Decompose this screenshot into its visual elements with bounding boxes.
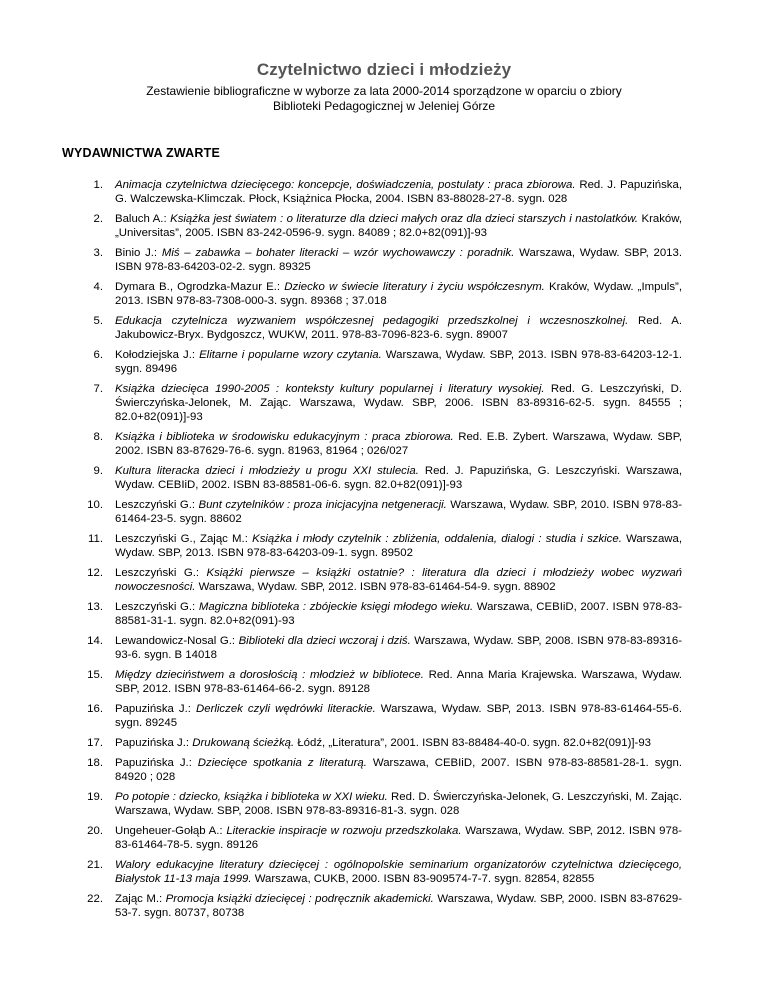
entry-title: Drukowaną ścieżką. bbox=[192, 737, 295, 749]
entry-title: Dziecięce spotkania z literaturą. bbox=[197, 757, 367, 769]
entry-details: Red. G. Leszczyński, D. Świerczyńska-Jelonek, M. Zając. Warszawa, Wydaw. SBP, 2006. ISBN 83-89316-62-5. sygn. 84555 ; 82.0+82(091)]-93 bbox=[115, 383, 682, 423]
entry-details: Red. D. Świerczyńska-Jelonek, G. Leszczyński, M. Zając. Warszawa, Wydaw. SBP, 2008. ISBN 978-83-89316-81-3. sygn. 028 bbox=[115, 791, 682, 817]
entry-details: Warszawa, Wydaw. SBP, 2008. ISBN 978-83-89316-93-6. sygn. B 14018 bbox=[115, 635, 683, 661]
entry-title: Literackie inspiracje w rozwoju przedszkolaka. bbox=[226, 825, 462, 837]
bibliography-entry bbox=[86, 314, 682, 342]
entry-number: 7. bbox=[93, 383, 103, 395]
entry-title: Dziecko w świecie literatury i życiu współczesnym. bbox=[284, 281, 545, 293]
entry-details: Warszawa, Wydaw. SBP, 2012. ISBN 978-83-61464-54-9. sygn. 88902 bbox=[195, 581, 556, 593]
entry-number: 19. bbox=[87, 791, 103, 803]
bibliography-entry bbox=[86, 858, 682, 886]
entry-details: Red. E.B. Zybert. Warszawa, Wydaw. SBP, 2002. ISBN 83-87629-76-6. sygn. 81963, 81964 ; 026/027 bbox=[115, 431, 682, 457]
entry-title: Po potopie : dziecko, książka i biblioteka w XXI wieku. bbox=[115, 791, 388, 803]
bibliography-entry bbox=[86, 668, 682, 696]
bibliography-entry bbox=[86, 348, 682, 376]
entry-details: Warszawa, CEBIiD, 2007. ISBN 978-83-88581-28-1. sygn. 84920 ; 028 bbox=[115, 757, 682, 783]
entry-number: 1. bbox=[93, 179, 103, 191]
entry-title: Książka i biblioteka w środowisku edukacyjnym : praca zbiorowa. bbox=[115, 431, 454, 443]
entry-number: 8. bbox=[93, 431, 103, 443]
entry-title: Książki pierwsze – książki ostatnie? : literatura dla dzieci i młodzieży wobec wyzwań nowoczesności. bbox=[115, 567, 682, 593]
bibliography-entry bbox=[86, 600, 682, 628]
entry-details: Warszawa, Wydaw. SBP, 2012. ISBN 978-83-61464-78-5. sygn. 89126 bbox=[115, 825, 682, 851]
entry-author: Binio J.: bbox=[115, 247, 162, 259]
bibliography-entry bbox=[86, 824, 682, 852]
entry-author: Dymara B., Ogrodzka-Mazur E.: bbox=[115, 281, 285, 293]
entry-details: Red. J. Papuzińska, G. Leszczyński. Warszawa, Wydaw. CEBIiD, 2002. ISBN 83-88581-06-6. sygn. 82.0+82(091)]-93 bbox=[115, 465, 682, 491]
entry-number: 10. bbox=[87, 499, 103, 511]
bibliography-entry bbox=[86, 498, 682, 526]
page-title: Czytelnictwo dzieci i młodzieży bbox=[256, 60, 512, 79]
bibliography-entry bbox=[86, 790, 682, 818]
entry-title: Edukacja czytelnicza wyzwaniem współczesnej pedagogiki przedszkolnej i wczesnoszkolnej. bbox=[115, 315, 629, 327]
entry-number: 3. bbox=[93, 247, 103, 259]
entry-author: Zając M.: bbox=[115, 893, 166, 905]
bibliography-entry bbox=[86, 532, 682, 560]
entry-author: Papuzińska J.: bbox=[115, 737, 193, 749]
entry-number: 11. bbox=[88, 533, 103, 545]
entry-title: Kultura literacka dzieci i młodzieży u progu XXI stulecia. bbox=[115, 465, 419, 477]
entry-number: 6. bbox=[93, 349, 103, 361]
bibliography-list bbox=[86, 178, 682, 920]
entry-title: Miś – zabawka – bohater literacki – wzór wychowawczy : poradnik. bbox=[161, 247, 515, 259]
entry-title: Magiczna biblioteka : zbójeckie księgi młodego wieku. bbox=[198, 601, 474, 613]
entry-number: 21. bbox=[87, 859, 103, 871]
entry-title: Książka i młody czytelnik : zbliżenia, oddalenia, dialogi : studia i szkice. bbox=[252, 533, 622, 545]
entry-title: Między dzieciństwem a dorosłością : młodzież w bibliotece. bbox=[115, 669, 424, 681]
entry-details: Warszawa, Wydaw. SBP, 2013. ISBN 978-83-64203-02-2. sygn. 89325 bbox=[115, 247, 683, 273]
bibliography-entry bbox=[86, 430, 682, 458]
entry-title: Derliczek czyli wędrówki literackie. bbox=[196, 703, 376, 715]
entry-title: Promocja książki dziecięcej : podręcznik akademicki. bbox=[165, 893, 434, 905]
entry-number: 13. bbox=[87, 601, 103, 613]
entry-number: 4. bbox=[93, 281, 103, 293]
bibliography-entry bbox=[86, 634, 682, 662]
page-subtitle bbox=[124, 84, 644, 114]
entry-number: 12. bbox=[87, 567, 103, 579]
entry-details: Red. A. Jakubowicz-Bryx. Bydgoszcz, WUKW, 2011. 978-83-7096-823-6. sygn. 89007 bbox=[115, 315, 682, 341]
entry-title: Animacja czytelnictwa dziecięcego: koncepcje, doświadczenia, postulaty : praca zbiorowa. bbox=[115, 179, 576, 191]
entry-number: 17. bbox=[87, 737, 103, 749]
entry-title: Walory edukacyjne literatury dziecięcej : ogólnopolskie seminarium organizatorów czytelnictwa dziecięcego, Białystok 11-13 maja 1999. bbox=[115, 859, 682, 885]
entry-author: Leszczyński G., Zając M.: bbox=[115, 533, 253, 545]
subtitle-line-2: Biblioteki Pedagogicznej w Jeleniej Górze bbox=[272, 99, 496, 113]
entry-details: Warszawa, Wydaw. SBP, 2013. ISBN 978-83-61464-55-6. sygn. 89245 bbox=[115, 703, 682, 729]
subtitle-line-1: Zestawienie bibliograficzne w wyborze za lata 2000-2014 sporządzone w oparciu o zbiory bbox=[146, 84, 622, 98]
entry-details: Warszawa, Wydaw. SBP, 2010. ISBN 978-83-61464-23-5. sygn. 88602 bbox=[115, 499, 682, 525]
entry-author: Lewandowicz-Nosal G.: bbox=[115, 635, 239, 647]
entry-author: Baluch A.: bbox=[115, 213, 171, 225]
bibliography-entry bbox=[86, 702, 682, 730]
bibliography-entry bbox=[86, 566, 682, 594]
entry-number: 14. bbox=[87, 635, 103, 647]
section-heading: WYDAWNICTWA ZWARTE bbox=[62, 146, 220, 160]
entry-details: Warszawa, CUKB, 2000. ISBN 83-909574-7-7. sygn. 82854, 82855 bbox=[251, 873, 595, 885]
entry-details: Warszawa, Wydaw. SBP, 2000. ISBN 83-87629-53-7. sygn. 80737, 80738 bbox=[115, 893, 682, 919]
entry-details: Łódź, „Literatura”, 2001. ISBN 83-88484-40-0. sygn. 82.0+82(091)]-93 bbox=[294, 737, 651, 749]
bibliography-entry bbox=[86, 736, 682, 750]
entry-number: 9. bbox=[93, 465, 103, 477]
entry-title: Elitarne i popularne wzory czytania. bbox=[199, 349, 382, 361]
entry-title: Książka dziecięca 1990-2005 : konteksty kultury popularnej i literatury wysokiej. bbox=[115, 383, 545, 395]
entry-details: Kraków, Wydaw. „Impuls”, 2013. ISBN 978-83-7308-000-3. sygn. 89368 ; 37.018 bbox=[115, 281, 682, 307]
entry-details: Warszawa, CEBIiD, 2007. ISBN 978-83-88581-31-1. sygn. 82.0+82(091)-93 bbox=[115, 601, 682, 627]
entry-details: Kraków, „Universitas”, 2005. ISBN 83-242-0596-9. sygn. 84089 ; 82.0+82(091)]-93 bbox=[115, 213, 683, 239]
entry-author: Papuzińska J.: bbox=[115, 757, 198, 769]
entry-author: Leszczyński G.: bbox=[115, 567, 207, 579]
bibliography-entry bbox=[86, 178, 682, 206]
entry-title: Bunt czytelników : proza inicjacyjna netgeneracji. bbox=[198, 499, 447, 511]
entry-number: 15. bbox=[87, 669, 103, 681]
entry-details: Red. Anna Maria Krajewska. Warszawa, Wydaw. SBP, 2012. ISBN 978-83-61464-66-2. sygn. 89128 bbox=[115, 669, 682, 695]
bibliography-entry bbox=[86, 756, 682, 784]
bibliography-entry bbox=[86, 464, 682, 492]
entry-title: Biblioteki dla dzieci wczoraj i dziś. bbox=[238, 635, 411, 647]
entry-title: Książka jest światem : o literaturze dla dzieci małych oraz dla dzieci starszych i nastolatków. bbox=[170, 213, 638, 225]
entry-author: Leszczyński G.: bbox=[115, 499, 199, 511]
entry-number: 5. bbox=[93, 315, 103, 327]
entry-author: Papuzińska J.: bbox=[115, 703, 197, 715]
bibliography-entry bbox=[86, 246, 682, 274]
bibliography-entry bbox=[86, 382, 682, 424]
entry-author: Ungeheuer-Gołąb A.: bbox=[115, 825, 227, 837]
entry-details: Red. J. Papuzińska, G. Walczewska-Klimczak. Płock, Książnica Płocka, 2004. ISBN 83-88028-27-8. sygn. 028 bbox=[115, 179, 683, 205]
entry-author: Kołodziejska J.: bbox=[115, 349, 200, 361]
bibliography-entry bbox=[86, 212, 682, 240]
entry-number: 16. bbox=[87, 703, 103, 715]
entry-number: 20. bbox=[87, 825, 103, 837]
bibliography-entry bbox=[86, 892, 682, 920]
entry-number: 22. bbox=[87, 893, 103, 905]
entry-number: 18. bbox=[87, 757, 103, 769]
entry-details: Warszawa, Wydaw. SBP, 2013. ISBN 978-83-64203-12-1. sygn. 89496 bbox=[115, 349, 682, 375]
entry-details: Warszawa, Wydaw. SBP, 2013. ISBN 978-83-64203-09-1. sygn. 89502 bbox=[115, 533, 683, 559]
entry-author: Leszczyński G.: bbox=[115, 601, 199, 613]
entry-number: 2. bbox=[93, 213, 103, 225]
bibliography-entry bbox=[86, 280, 682, 308]
